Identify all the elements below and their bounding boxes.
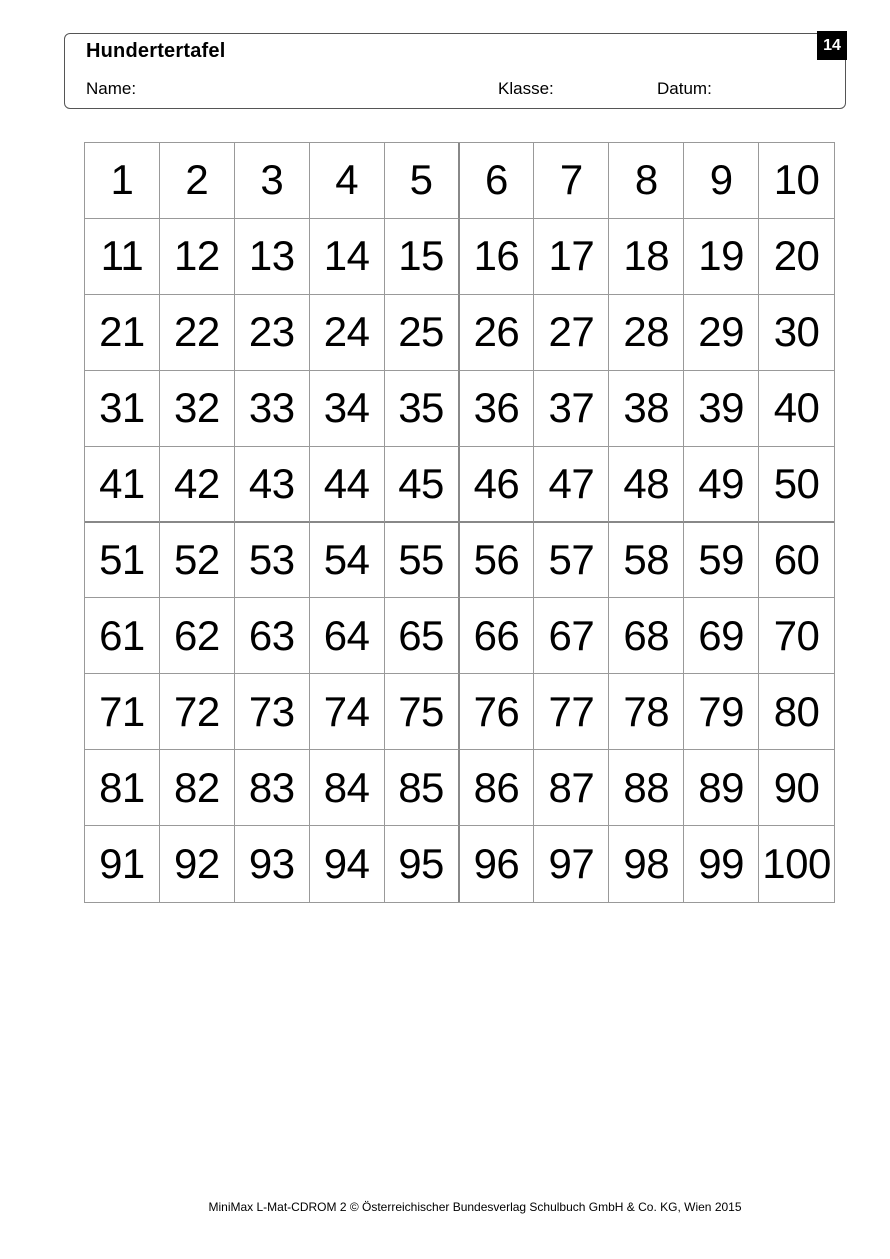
page-number-badge: 14 <box>817 31 847 60</box>
table-cell: 23 <box>235 295 310 371</box>
table-cell: 73 <box>235 674 310 750</box>
class-label: Klasse: <box>498 79 554 98</box>
table-cell: 57 <box>534 523 609 599</box>
table-cell: 56 <box>460 523 535 599</box>
table-cell: 76 <box>460 674 535 750</box>
table-cell: 52 <box>160 523 235 599</box>
table-cell: 93 <box>235 826 310 902</box>
table-cell: 13 <box>235 219 310 295</box>
table-cell: 46 <box>460 447 535 523</box>
table-cell: 60 <box>759 523 834 599</box>
table-cell: 8 <box>609 143 684 219</box>
table-cell: 24 <box>310 295 385 371</box>
table-cell: 33 <box>235 371 310 447</box>
table-cell: 77 <box>534 674 609 750</box>
table-cell: 14 <box>310 219 385 295</box>
table-cell: 90 <box>759 750 834 826</box>
table-cell: 35 <box>385 371 460 447</box>
table-cell: 53 <box>235 523 310 599</box>
table-cell: 11 <box>85 219 160 295</box>
table-cell: 20 <box>759 219 834 295</box>
table-cell: 70 <box>759 598 834 674</box>
table-cell: 30 <box>759 295 834 371</box>
table-cell: 63 <box>235 598 310 674</box>
table-cell: 43 <box>235 447 310 523</box>
table-cell: 2 <box>160 143 235 219</box>
page-title: Hundertertafel <box>86 40 226 62</box>
table-cell: 9 <box>684 143 759 219</box>
table-cell: 47 <box>534 447 609 523</box>
table-cell: 68 <box>609 598 684 674</box>
name-label: Name: <box>86 79 137 98</box>
table-cell: 32 <box>160 371 235 447</box>
table-cell: 48 <box>609 447 684 523</box>
table-cell: 39 <box>684 371 759 447</box>
table-cell: 38 <box>609 371 684 447</box>
table-cell: 87 <box>534 750 609 826</box>
table-cell: 25 <box>385 295 460 371</box>
table-cell: 21 <box>85 295 160 371</box>
table-cell: 75 <box>385 674 460 750</box>
table-cell: 3 <box>235 143 310 219</box>
table-cell: 42 <box>160 447 235 523</box>
table-cell: 15 <box>385 219 460 295</box>
table-cell: 64 <box>310 598 385 674</box>
table-cell: 92 <box>160 826 235 902</box>
table-cell: 88 <box>609 750 684 826</box>
table-cell: 74 <box>310 674 385 750</box>
table-cell: 96 <box>460 826 535 902</box>
table-cell: 50 <box>759 447 834 523</box>
table-cell: 18 <box>609 219 684 295</box>
table-cell: 94 <box>310 826 385 902</box>
table-cell: 86 <box>460 750 535 826</box>
table-cell: 91 <box>85 826 160 902</box>
date-label: Datum: <box>657 79 712 98</box>
table-cell: 26 <box>460 295 535 371</box>
table-cell: 80 <box>759 674 834 750</box>
table-cell: 69 <box>684 598 759 674</box>
table-cell: 44 <box>310 447 385 523</box>
table-cell: 99 <box>684 826 759 902</box>
table-cell: 97 <box>534 826 609 902</box>
table-cell: 34 <box>310 371 385 447</box>
table-cell: 82 <box>160 750 235 826</box>
table-cell: 19 <box>684 219 759 295</box>
table-cell: 29 <box>684 295 759 371</box>
table-cell: 81 <box>85 750 160 826</box>
table-cell: 4 <box>310 143 385 219</box>
table-cell: 79 <box>684 674 759 750</box>
table-cell: 59 <box>684 523 759 599</box>
table-cell: 62 <box>160 598 235 674</box>
table-cell: 27 <box>534 295 609 371</box>
table-cell: 31 <box>85 371 160 447</box>
table-cell: 7 <box>534 143 609 219</box>
table-cell: 17 <box>534 219 609 295</box>
table-cell: 22 <box>160 295 235 371</box>
table-cell: 16 <box>460 219 535 295</box>
table-cell: 12 <box>160 219 235 295</box>
table-cell: 41 <box>85 447 160 523</box>
table-cell: 67 <box>534 598 609 674</box>
table-cell: 100 <box>762 840 831 888</box>
table-cell: 58 <box>609 523 684 599</box>
table-cell: 6 <box>460 143 535 219</box>
table-cell: 72 <box>160 674 235 750</box>
table-cell: 54 <box>310 523 385 599</box>
table-cell: 55 <box>385 523 460 599</box>
table-cell: 89 <box>684 750 759 826</box>
table-cell: 61 <box>85 598 160 674</box>
table-cell: 36 <box>460 371 535 447</box>
copyright-footer: MiniMax L-Mat-CDROM 2 © Österreichischer Bundesverlag Schulbuch GmbH & Co. KG, Wien 2015 <box>208 1200 742 1214</box>
worksheet-header <box>64 33 846 109</box>
hundred-table <box>84 142 835 903</box>
table-cell: 40 <box>759 371 834 447</box>
table-cell: 5 <box>385 143 460 219</box>
table-cell: 28 <box>609 295 684 371</box>
table-cell: 65 <box>385 598 460 674</box>
table-cell: 49 <box>684 447 759 523</box>
table-cell: 1 <box>85 143 160 219</box>
table-cell: 78 <box>609 674 684 750</box>
table-cell: 10 <box>759 143 834 219</box>
table-cell: 84 <box>310 750 385 826</box>
table-cell: 71 <box>85 674 160 750</box>
table-cell: 95 <box>385 826 460 902</box>
table-cell: 83 <box>235 750 310 826</box>
table-cell: 45 <box>385 447 460 523</box>
table-cell: 85 <box>385 750 460 826</box>
table-cell: 51 <box>85 523 160 599</box>
table-cell: 66 <box>460 598 535 674</box>
table-cell: 98 <box>609 826 684 902</box>
table-cell: 37 <box>534 371 609 447</box>
